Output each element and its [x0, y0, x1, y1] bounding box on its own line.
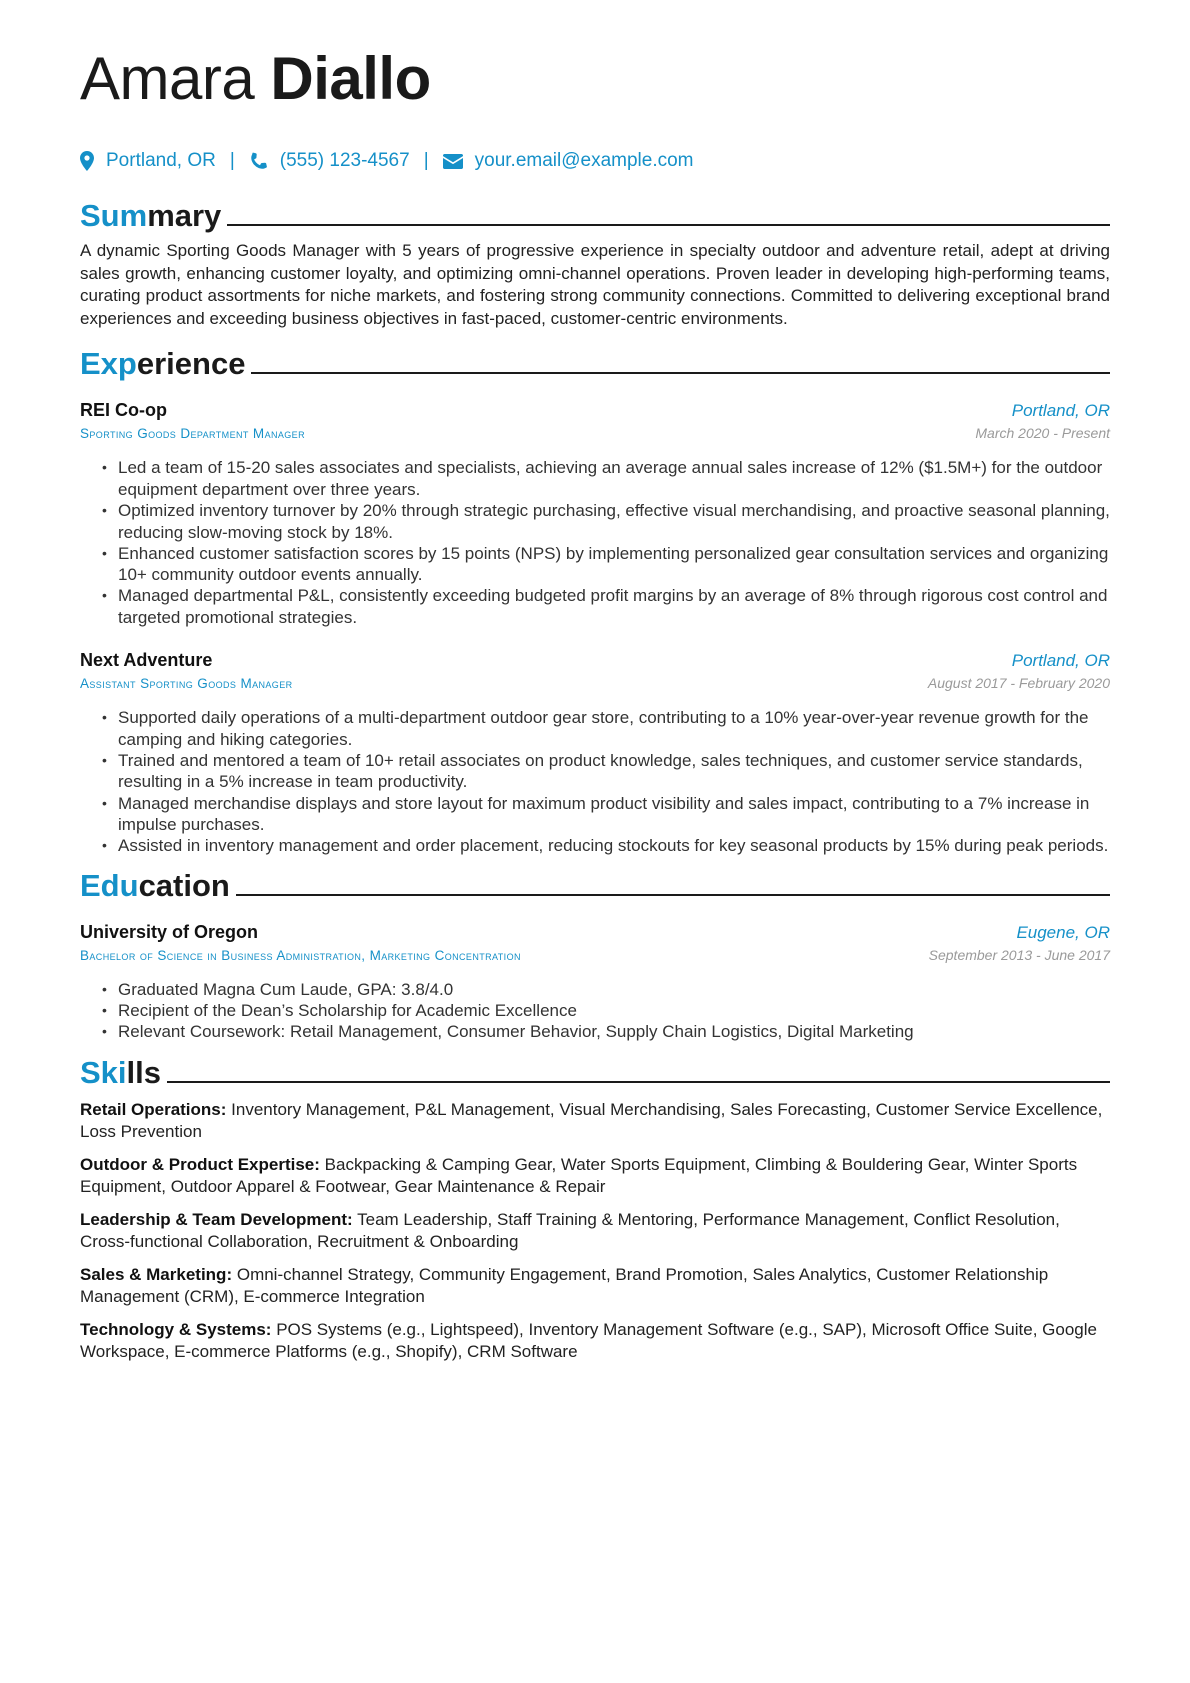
- first-name: Amara: [80, 45, 255, 112]
- phone-icon: [249, 152, 268, 171]
- skill-category: Leadership & Team Development:: [80, 1209, 353, 1229]
- skill-row: [80, 1099, 1110, 1144]
- list-item: • Managed departmental P&L, consistently exceeding budgeted profit margins by an average of 8% through rigorous cost control and targeted promotional strategies.: [102, 585, 1110, 628]
- section-title: [80, 868, 230, 904]
- skill-category: Sales & Marketing:: [80, 1264, 233, 1284]
- skills-heading: [80, 1053, 1110, 1091]
- section-rule: [251, 372, 1110, 374]
- email-link[interactable]: your.email@example.com: [474, 150, 694, 171]
- section-title: [80, 198, 221, 234]
- job-dates: August 2017 - February 2020: [927, 675, 1110, 692]
- job-title: Assistant Sporting Goods Manager: [80, 676, 293, 692]
- contact-separator: |: [423, 150, 429, 171]
- school-name: University of Oregon: [80, 922, 259, 943]
- experience-entry: [80, 648, 1110, 857]
- envelope-icon: [443, 154, 463, 169]
- list-item: • Assisted in inventory management and order placement, reducing stockouts for key seasonal products by 15% during peak periods.: [102, 835, 1110, 857]
- school-location: Eugene, OR: [1016, 923, 1110, 943]
- skill-category: Technology & Systems:: [80, 1319, 272, 1339]
- skill-row: [80, 1209, 1110, 1254]
- list-item: • Supported daily operations of a multi-department outdoor gear store, contributing to a 10% year-over-year revenue growth for the camping and hiking categories.: [102, 707, 1110, 750]
- summary-text: A dynamic Sporting Goods Manager with 5 years of progressive experience in specialty outdoor and adventure retail, adept at driving sales growth, enhancing customer loyalty, and optimizing omni-channel operations. Proven leader in developing high-performing teams, curating product assortments for niche markets, and fostering strong community connections. Committed to delivering exceptional brand experiences and exceeding business objectives in fast-paced, customer-centric environments.: [80, 241, 1110, 328]
- map-pin-icon: [80, 151, 94, 171]
- skill-category: Outdoor & Product Expertise:: [80, 1154, 320, 1174]
- experience-entry: [80, 398, 1110, 628]
- contact-location: [80, 150, 216, 172]
- list-item: • Graduated Magna Cum Laude, GPA: 3.8/4.0: [102, 979, 1110, 1001]
- skill-row: [80, 1319, 1110, 1364]
- experience-heading: [80, 344, 1110, 382]
- title-accent: Exp: [80, 346, 137, 382]
- title-accent: Sum: [80, 198, 148, 233]
- contact-line: [80, 148, 1110, 174]
- job-location: Portland, OR: [1011, 651, 1110, 671]
- list-item: • Managed merchandise displays and store layout for maximum product visibility and sales impact, contributing to a 7% increase in impulse purchases.: [102, 793, 1110, 836]
- location-text: Portland, OR: [106, 150, 216, 171]
- list-item: • Led a team of 15-20 sales associates and specialists, achieving an average annual sales increase of 12% ($1.5M+) for the outdoor equipment department over three years.: [102, 457, 1110, 500]
- skill-text: Inventory Management, P&L Management, Visual Merchandising, Sales Forecasting, Customer Service Excellence, Loss Prevention: [80, 1099, 1103, 1142]
- title-rest: erience: [136, 346, 246, 382]
- contact-phone[interactable]: [249, 150, 410, 172]
- skill-text: POS Systems (e.g., Lightspeed), Inventory Management Software (e.g., SAP), Microsoft Office Suite, Google Workspace, E-commerce Platforms (e.g., Shopify), CRM Software: [80, 1319, 1097, 1362]
- skill-text: Omni-channel Strategy, Community Engagement, Brand Promotion, Sales Analytics, Customer Relationship Management (CRM), E-commerce Integration: [80, 1264, 1049, 1307]
- skill-row: [80, 1264, 1110, 1309]
- company-name: Next Adventure: [80, 650, 213, 671]
- job-bullets: [102, 457, 1110, 628]
- education-bullets: [102, 979, 1110, 1043]
- title-accent: Ski: [80, 1054, 127, 1090]
- education-heading: [80, 866, 1110, 904]
- title-rest: lls: [126, 1054, 161, 1090]
- contact-separator: |: [229, 150, 235, 171]
- list-item: • Enhanced customer satisfaction scores by 15 points (NPS) by implementing personalized gear consultation services and organizing 10+ community outdoor events annually.: [102, 543, 1110, 586]
- candidate-name: [80, 40, 1110, 118]
- company-name: REI Co-op: [80, 400, 167, 421]
- job-bullets: [102, 707, 1110, 857]
- phone-text: (555) 123-4567: [279, 150, 410, 171]
- education-entry: [80, 920, 1110, 1043]
- list-item: • Recipient of the Dean’s Scholarship for Academic Excellence: [102, 1000, 1110, 1022]
- section-title: [80, 1055, 161, 1091]
- skill-row: [80, 1154, 1110, 1199]
- list-item: • Trained and mentored a team of 10+ retail associates on product knowledge, sales techniques, and customer service standards, resulting in a 5% increase in team productivity.: [102, 750, 1110, 793]
- job-location: Portland, OR: [1011, 401, 1110, 421]
- job-title: Sporting Goods Department Manager: [80, 426, 305, 442]
- title-rest: mary: [147, 198, 222, 233]
- skill-text: Backpacking & Camping Gear, Water Sports Equipment, Climbing & Bouldering Gear, Winter Sports Equipment, Outdoor Apparel & Footwear, Gear Maintenance & Repair: [80, 1154, 1078, 1197]
- skill-text: Team Leadership, Staff Training & Mentoring, Performance Management, Conflict Resolution, Cross-functional Collaboration, Recruitment & Onboarding: [80, 1209, 1060, 1252]
- section-rule: [167, 1081, 1110, 1083]
- skill-category: Retail Operations:: [80, 1099, 227, 1119]
- section-title: [80, 346, 245, 382]
- title-accent: Edu: [80, 868, 139, 904]
- list-item: • Optimized inventory turnover by 20% through strategic purchasing, effective visual merchandising, and proactive seasonal planning, reducing slow-moving stock by 18%.: [102, 500, 1110, 543]
- last-name: Diallo: [270, 45, 431, 112]
- skills-list: [80, 1099, 1110, 1364]
- education-dates: September 2013 - June 2017: [928, 947, 1110, 964]
- contact-email[interactable]: [443, 150, 694, 172]
- degree: Bachelor of Science in Business Administration, Marketing Concentration: [80, 948, 521, 964]
- section-rule: [236, 894, 1110, 896]
- job-dates: March 2020 - Present: [975, 425, 1110, 442]
- title-rest: cation: [138, 868, 230, 904]
- section-rule: [227, 224, 1110, 226]
- list-item: • Relevant Coursework: Retail Management, Consumer Behavior, Supply Chain Logistics, Digital Marketing: [102, 1021, 1110, 1043]
- summary-heading: [80, 196, 1110, 234]
